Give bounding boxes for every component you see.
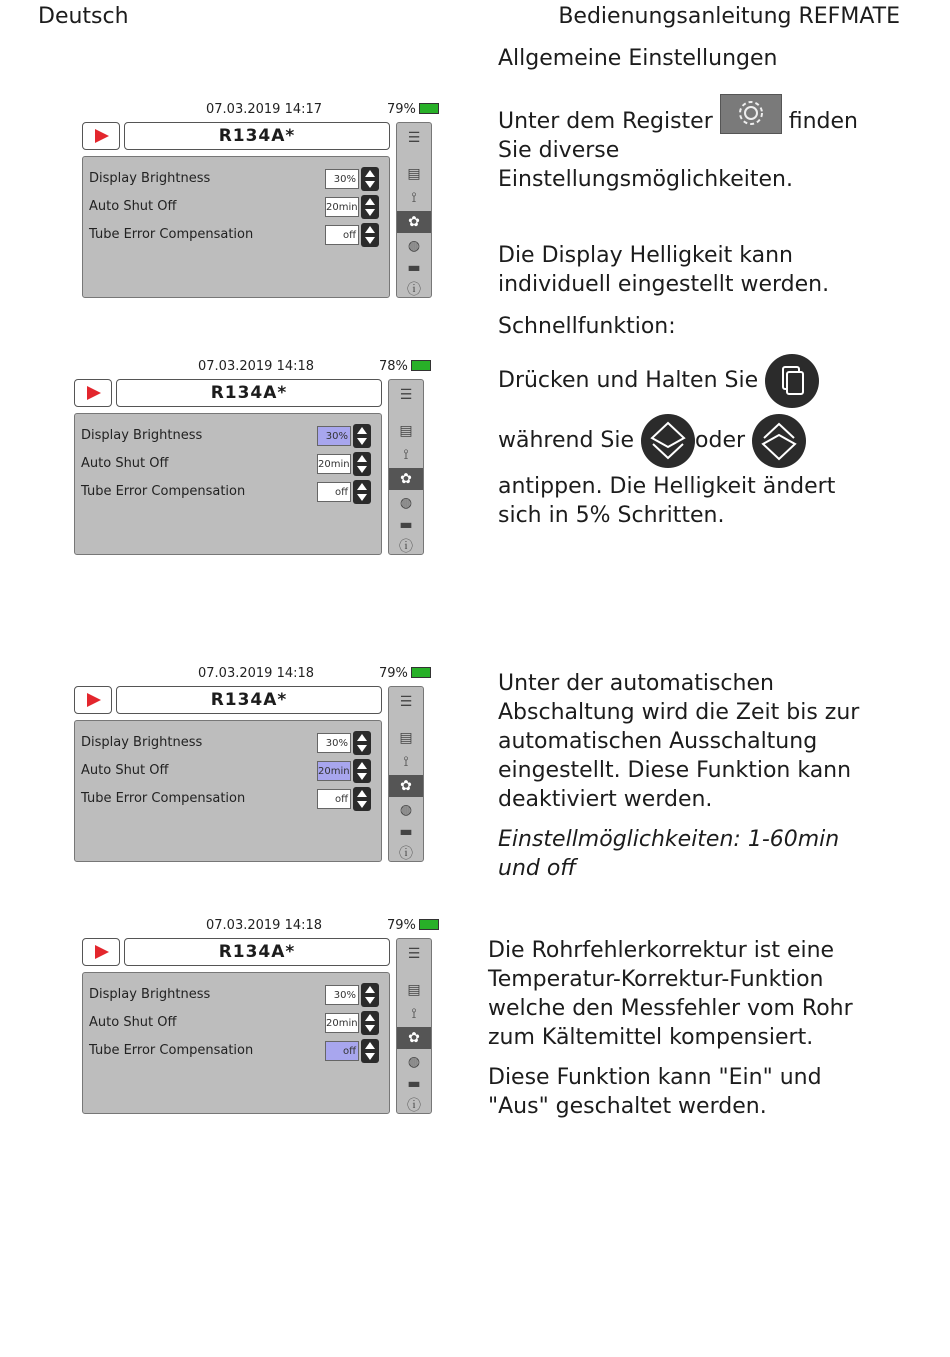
globe-icon[interactable]: ◍ bbox=[407, 238, 421, 254]
wireless-icon[interactable]: ⟟ bbox=[403, 754, 409, 770]
text-line: sich in 5% Schritten. bbox=[498, 503, 725, 528]
side-menu bbox=[396, 122, 432, 298]
text-line: Die Display Helligkeit kann bbox=[498, 243, 793, 268]
text-line: antippen. Die Helligkeit ändert bbox=[498, 474, 836, 499]
paragraph-options bbox=[498, 825, 839, 883]
up-down-spinner[interactable] bbox=[353, 480, 371, 504]
side-menu bbox=[388, 379, 424, 555]
gear-icon bbox=[720, 94, 782, 134]
refrigerant-title[interactable]: R134A* bbox=[116, 379, 382, 407]
battery-indicator bbox=[379, 359, 431, 374]
wireless-icon[interactable]: ⟟ bbox=[411, 190, 417, 206]
up-down-spinner[interactable] bbox=[361, 1039, 379, 1063]
menu-icon[interactable]: ☰ bbox=[407, 946, 421, 962]
layers-icon[interactable]: ▤ bbox=[399, 423, 413, 439]
setting-value-field[interactable]: 30% bbox=[325, 169, 359, 189]
diamond-down-icon bbox=[641, 414, 695, 468]
up-down-spinner[interactable] bbox=[361, 983, 379, 1007]
paragraph-auto-shutoff bbox=[498, 669, 859, 814]
setting-value-field[interactable]: 20min bbox=[325, 1013, 359, 1033]
gear-icon[interactable]: ✿ bbox=[397, 1027, 431, 1049]
globe-icon[interactable]: ◍ bbox=[399, 802, 413, 818]
text-line: deaktiviert werden. bbox=[498, 787, 713, 812]
tube-icon[interactable]: ▬ bbox=[407, 1076, 421, 1092]
refrigerant-title[interactable]: R134A* bbox=[116, 686, 382, 714]
text-line: und off bbox=[498, 856, 577, 881]
setting-value-field[interactable]: 30% bbox=[317, 426, 351, 446]
text-line: oder bbox=[695, 428, 746, 453]
tube-icon[interactable]: ▬ bbox=[407, 260, 421, 276]
paragraph-quick-function bbox=[498, 352, 918, 530]
setting-label: Tube Error Compensation bbox=[89, 227, 254, 242]
screen-datetime: 07.03.2019 14:18 bbox=[206, 918, 323, 933]
text-line: zum Kältemittel kompensiert. bbox=[488, 1025, 814, 1050]
side-menu bbox=[396, 938, 432, 1114]
side-menu bbox=[388, 686, 424, 862]
refrigerant-title[interactable]: R134A* bbox=[124, 122, 390, 150]
text-line: Einstellmöglichkeiten: 1-60min bbox=[498, 827, 840, 852]
text-line: während Sie bbox=[498, 428, 635, 453]
layers-icon[interactable]: ▤ bbox=[407, 982, 421, 998]
battery-percent: 78% bbox=[379, 359, 408, 374]
copy-icon bbox=[765, 354, 819, 408]
setting-label: Display Brightness bbox=[89, 171, 211, 186]
play-button[interactable] bbox=[82, 938, 120, 966]
menu-icon[interactable]: ☰ bbox=[407, 130, 421, 146]
layers-icon[interactable]: ▤ bbox=[407, 166, 421, 182]
tube-icon[interactable]: ▬ bbox=[399, 517, 413, 533]
gear-icon[interactable]: ✿ bbox=[389, 468, 423, 490]
refrigerant-title[interactable]: R134A* bbox=[124, 938, 390, 966]
info-icon[interactable]: ⓘ bbox=[407, 282, 421, 298]
setting-label: Auto Shut Off bbox=[81, 763, 169, 778]
setting-value-field[interactable]: off bbox=[317, 482, 351, 502]
play-button[interactable] bbox=[74, 686, 112, 714]
up-down-spinner[interactable] bbox=[353, 787, 371, 811]
setting-label: Display Brightness bbox=[89, 987, 211, 1002]
up-down-spinner[interactable] bbox=[361, 1011, 379, 1035]
settings-panel bbox=[74, 720, 382, 862]
screen-datetime: 07.03.2019 14:18 bbox=[198, 666, 315, 681]
setting-label: Tube Error Compensation bbox=[81, 791, 246, 806]
battery-icon bbox=[419, 103, 439, 114]
up-down-spinner[interactable] bbox=[353, 731, 371, 755]
header-language: Deutsch bbox=[38, 4, 129, 29]
text-line: Drücken und Halten Sie bbox=[498, 368, 759, 393]
text-line: welche den Messfehler vom Rohr bbox=[488, 996, 853, 1021]
quick-function-heading: Schnellfunktion: bbox=[498, 314, 676, 339]
setting-value-field[interactable]: 20min bbox=[325, 197, 359, 217]
header-manual-title: Bedienungsanleitung REFMATE bbox=[558, 4, 900, 29]
menu-icon[interactable]: ☰ bbox=[399, 387, 413, 403]
wireless-icon[interactable]: ⟟ bbox=[403, 447, 409, 463]
settings-panel bbox=[74, 413, 382, 555]
setting-value-field[interactable]: 20min bbox=[317, 454, 351, 474]
text-line: eingestellt. Diese Funktion kann bbox=[498, 758, 852, 783]
up-down-spinner[interactable] bbox=[353, 424, 371, 448]
globe-icon[interactable]: ◍ bbox=[399, 495, 413, 511]
play-button[interactable] bbox=[82, 122, 120, 150]
section-heading: Allgemeine Einstellungen bbox=[498, 46, 778, 71]
text-line: Unter dem Register bbox=[498, 109, 713, 134]
device-screen bbox=[74, 666, 434, 866]
battery-icon bbox=[411, 667, 431, 678]
device-screen bbox=[74, 359, 434, 559]
setting-value-field[interactable]: 20min bbox=[317, 761, 351, 781]
play-button[interactable] bbox=[74, 379, 112, 407]
text-line: Diese Funktion kann "Ein" und bbox=[488, 1065, 822, 1090]
globe-icon[interactable]: ◍ bbox=[407, 1054, 421, 1070]
settings-panel bbox=[82, 156, 390, 298]
setting-value-field[interactable]: off bbox=[317, 789, 351, 809]
text-line: Einstellungsmöglichkeiten. bbox=[498, 167, 793, 192]
settings-panel bbox=[82, 972, 390, 1114]
setting-value-field[interactable]: off bbox=[325, 1041, 359, 1061]
paragraph-on-off bbox=[488, 1063, 822, 1121]
battery-icon bbox=[411, 360, 431, 371]
setting-label: Tube Error Compensation bbox=[89, 1043, 254, 1058]
text-line: "Aus" geschaltet werden. bbox=[488, 1094, 767, 1119]
wireless-icon[interactable]: ⟟ bbox=[411, 1006, 417, 1022]
battery-indicator bbox=[387, 102, 439, 117]
up-down-spinner[interactable] bbox=[353, 759, 371, 783]
menu-icon[interactable]: ☰ bbox=[399, 694, 413, 710]
battery-percent: 79% bbox=[387, 918, 416, 933]
text-line: Die Rohrfehlerkorrektur ist eine bbox=[488, 938, 835, 963]
setting-label: Display Brightness bbox=[81, 428, 203, 443]
battery-icon bbox=[419, 919, 439, 930]
gear-icon[interactable]: ✿ bbox=[389, 775, 423, 797]
up-down-spinner[interactable] bbox=[361, 223, 379, 247]
info-icon[interactable]: ⓘ bbox=[399, 846, 413, 862]
text-line: Temperatur-Korrektur-Funktion bbox=[488, 967, 824, 992]
battery-percent: 79% bbox=[387, 102, 416, 117]
setting-value-field[interactable]: 30% bbox=[317, 733, 351, 753]
paragraph-brightness bbox=[498, 241, 829, 299]
up-down-spinner[interactable] bbox=[353, 452, 371, 476]
text-line: finden bbox=[788, 109, 858, 134]
setting-label: Auto Shut Off bbox=[89, 199, 177, 214]
up-down-spinner[interactable] bbox=[361, 167, 379, 191]
setting-label: Tube Error Compensation bbox=[81, 484, 246, 499]
screen-datetime: 07.03.2019 14:17 bbox=[206, 102, 323, 117]
setting-value-field[interactable]: 30% bbox=[325, 985, 359, 1005]
battery-indicator bbox=[387, 918, 439, 933]
setting-label: Auto Shut Off bbox=[81, 456, 169, 471]
screen-datetime: 07.03.2019 14:18 bbox=[198, 359, 315, 374]
paragraph-register bbox=[498, 94, 898, 194]
tube-icon[interactable]: ▬ bbox=[399, 824, 413, 840]
battery-indicator bbox=[379, 666, 431, 681]
text-line: Sie diverse bbox=[498, 138, 620, 163]
layers-icon[interactable]: ▤ bbox=[399, 730, 413, 746]
setting-value-field[interactable]: off bbox=[325, 225, 359, 245]
text-line: Unter der automatischen bbox=[498, 671, 774, 696]
battery-percent: 79% bbox=[379, 666, 408, 681]
device-screen bbox=[82, 918, 442, 1118]
setting-label: Display Brightness bbox=[81, 735, 203, 750]
text-line: individuell eingestellt werden. bbox=[498, 272, 830, 297]
info-icon[interactable]: ⓘ bbox=[407, 1098, 421, 1114]
diamond-up-icon bbox=[752, 414, 806, 468]
text-line: automatischen Ausschaltung bbox=[498, 729, 818, 754]
device-screen bbox=[82, 102, 442, 302]
text-line: Abschaltung wird die Zeit bis zur bbox=[498, 700, 860, 725]
info-icon[interactable]: ⓘ bbox=[399, 539, 413, 555]
paragraph-tube-error bbox=[488, 936, 853, 1052]
setting-label: Auto Shut Off bbox=[89, 1015, 177, 1030]
up-down-spinner[interactable] bbox=[361, 195, 379, 219]
gear-icon[interactable]: ✿ bbox=[397, 211, 431, 233]
